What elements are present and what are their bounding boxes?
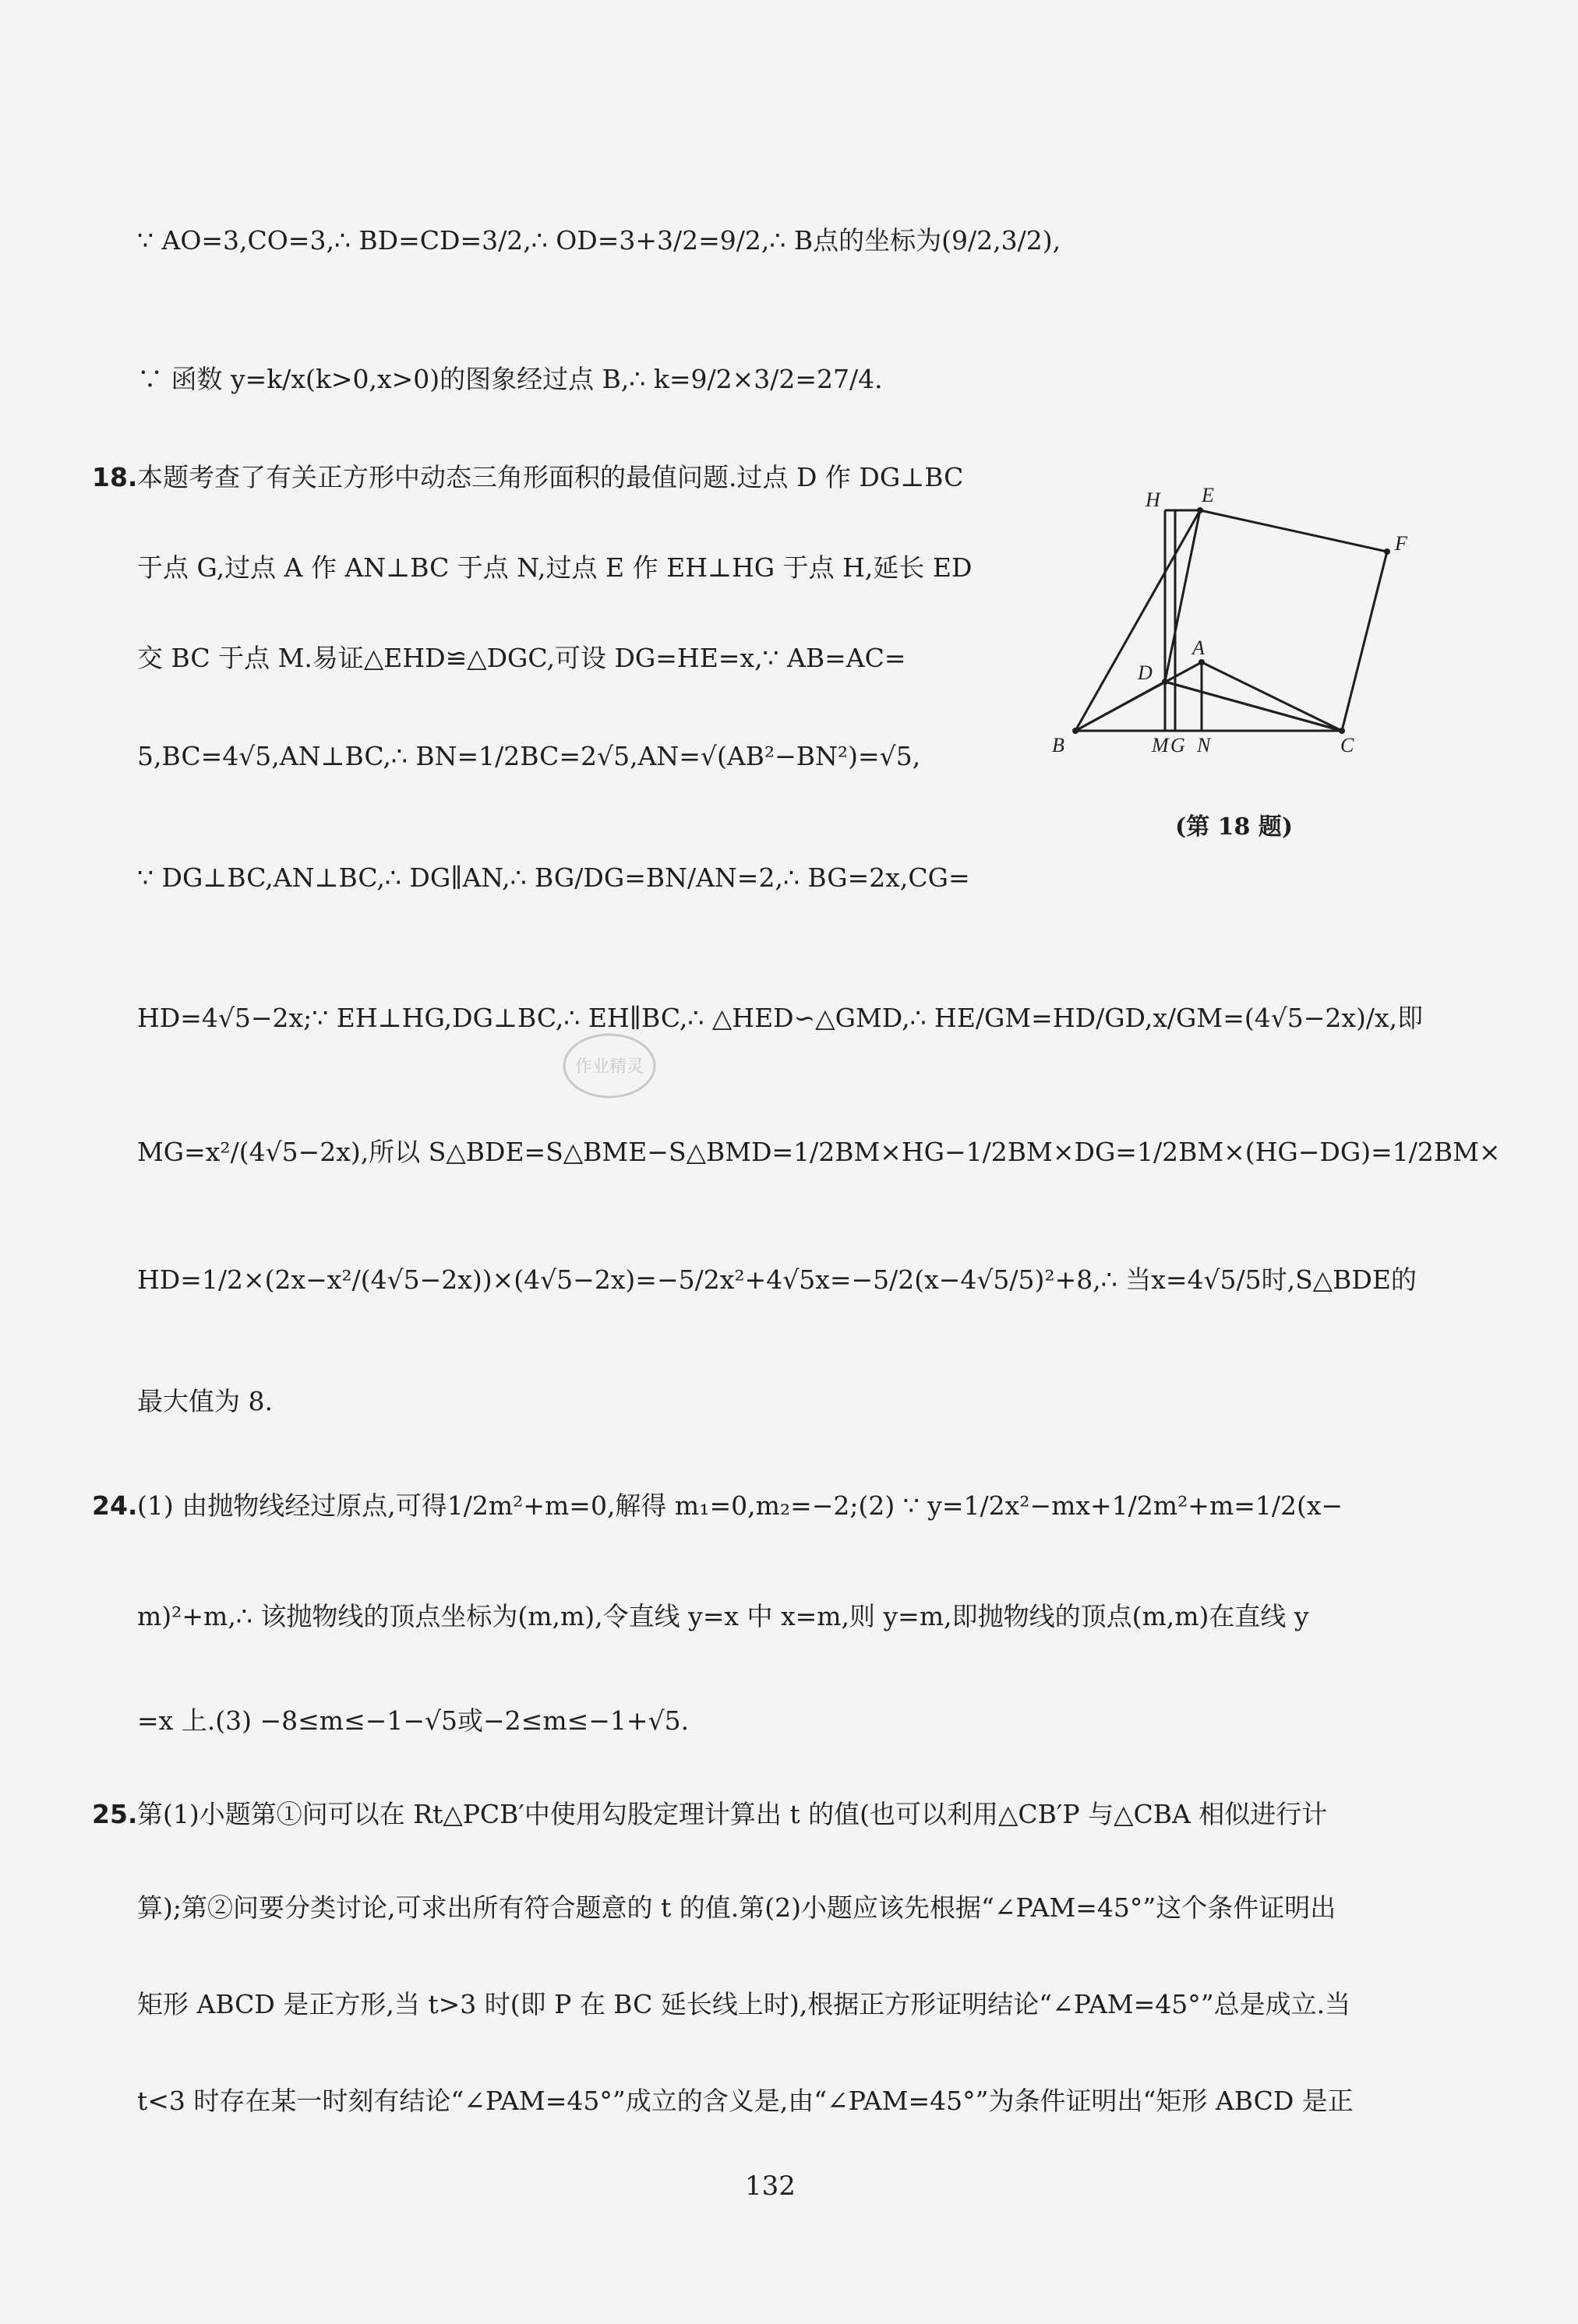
label-n: N xyxy=(1197,734,1211,756)
point-a xyxy=(1199,659,1205,665)
q17-line-2: ∵ 函数 y=k/x(k>0,x>0)的图象经过点 B,∴ k=9/2×3/2=27/4. xyxy=(137,364,883,394)
point-c xyxy=(1339,728,1345,734)
q18-number: 18. xyxy=(92,462,138,492)
q25-line-3: 矩形 ABCD 是正方形,当 t>3 时(即 P 在 BC 延长线上时),根据正方形证明结论“∠PAM=45°”总是成立.当 xyxy=(137,1989,1351,2019)
watermark-stamp xyxy=(557,1027,662,1105)
q18-geometry-figure xyxy=(1036,475,1442,771)
q24-line-2: m)²+m,∴ 该抛物线的顶点坐标为(m,m),令直线 y=x 中 x=m,则 y=m,即抛物线的顶点(m,m)在直线 y xyxy=(137,1601,1309,1631)
point-b xyxy=(1072,728,1078,734)
page-number: 132 xyxy=(745,2171,796,2202)
q24-line-3: =x 上.(3) −8≤m≤−1−√5或−2≤m≤−1+√5. xyxy=(137,1705,690,1736)
label-b: B xyxy=(1052,734,1064,756)
q25-number: 25. xyxy=(92,1799,138,1829)
label-c: C xyxy=(1340,734,1354,756)
label-m: M xyxy=(1152,734,1169,756)
q18-line-6: HD=4√5−2x;∵ EH⊥HG,DG⊥BC,∴ EH∥BC,∴ △HED∽△GMD,∴ HE/GM=HD/GD,x/GM=(4√5−2x)/x,即 xyxy=(137,1003,1424,1033)
q18-line-3: 交 BC 于点 M.易证△EHD≌△DGC,可设 DG=HE=x,∵ AB=AC= xyxy=(137,643,906,673)
segment-dc xyxy=(1165,682,1342,731)
q25-line-2: 算);第②问要分类讨论,可求出所有符合题意的 t 的值.第(2)小题应该先根据“∠PAM=45°”这个条件证明出 xyxy=(137,1892,1336,1923)
q18-line-2: 于点 G,过点 A 作 AN⊥BC 于点 N,过点 E 作 EH⊥HG 于点 H,延长 ED xyxy=(137,552,973,583)
q24-line-1: (1) 由抛物线经过原点,可得1/2m²+m=0,解得 m₁=0,m₂=−2;(2) ∵ y=1/2x²−mx+1/2m²+m=1/2(x− xyxy=(137,1490,1343,1521)
q18-line-7: MG=x²/(4√5−2x),所以 S△BDE=S△BME−S△BMD=1/2BM×HG−1/2BM×DG=1/2BM×(HG−DG)=1/2BM× xyxy=(137,1137,1501,1167)
point-d xyxy=(1162,679,1168,685)
q25-line-1: 第(1)小题第①问可以在 Rt△PCB′中使用勾股定理计算出 t 的值(也可以利用△CB′P 与△CBA 相似进行计 xyxy=(137,1799,1328,1829)
label-h: H xyxy=(1146,488,1160,511)
q24-number: 24. xyxy=(92,1490,138,1521)
q18-figure-caption: (第 18 题) xyxy=(1175,813,1294,841)
stamp-text: 作业精灵 xyxy=(574,1056,644,1076)
q17-line-1: ∵ AO=3,CO=3,∴ BD=CD=3/2,∴ OD=3+3/2=9/2,∴ B点的坐标为(9/2,3/2), xyxy=(137,225,1061,256)
q18-line-9: 最大值为 8. xyxy=(137,1386,273,1416)
label-g: G xyxy=(1170,734,1185,756)
label-d: D xyxy=(1138,661,1153,684)
label-f: F xyxy=(1395,532,1407,555)
label-a: A xyxy=(1192,637,1205,659)
q18-line-5: ∵ DG⊥BC,AN⊥BC,∴ DG∥AN,∴ BG/DG=BN/AN=2,∴ BG=2x,CG= xyxy=(137,862,970,893)
point-e xyxy=(1197,507,1203,513)
point-f xyxy=(1384,548,1390,555)
q18-line-8: HD=1/2×(2x−x²/(4√5−2x))×(4√5−2x)=−5/2x²+4√5x=−5/2(x−4√5/5)²+8,∴ 当x=4√5/5时,S△BDE的 xyxy=(137,1264,1417,1295)
q18-line-4: 5,BC=4√5,AN⊥BC,∴ BN=1/2BC=2√5,AN=√(AB²−BN²)=√5, xyxy=(137,741,921,771)
label-e: E xyxy=(1202,484,1214,506)
q18-line-1: 本题考查了有关正方形中动态三角形面积的最值问题.过点 D 作 DG⊥BC xyxy=(137,462,964,492)
q25-line-4: t<3 时存在某一时刻有结论“∠PAM=45°”成立的含义是,由“∠PAM=45°”为条件证明出“矩形 ABCD 是正 xyxy=(137,2086,1354,2116)
